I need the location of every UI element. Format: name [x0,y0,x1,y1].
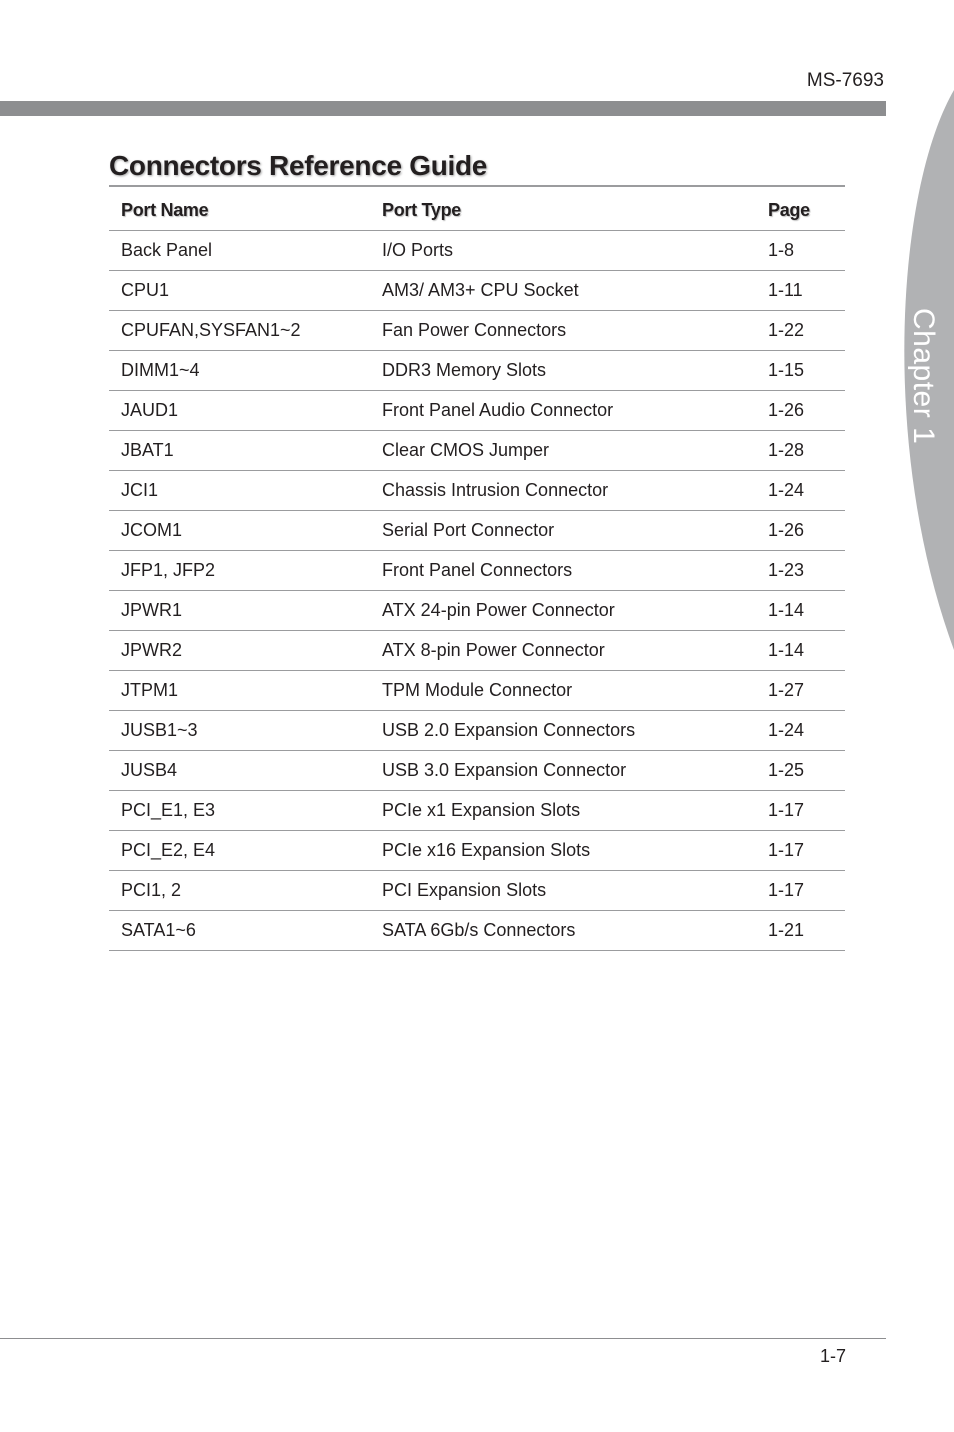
page-cell: 1-26 [756,391,845,431]
port-type-cell: PCIe x16 Expansion Slots [370,831,756,871]
port-type-cell: USB 2.0 Expansion Connectors [370,711,756,751]
port-name-cell: CPUFAN,SYSFAN1~2 [109,311,370,351]
page-cell: 1-21 [756,911,845,951]
page-cell: 1-25 [756,751,845,791]
port-type-cell: Serial Port Connector [370,511,756,551]
port-type-cell: TPM Module Connector [370,671,756,711]
port-type-cell: AM3/ AM3+ CPU Socket [370,271,756,311]
port-name-cell: JBAT1 [109,431,370,471]
port-type-cell: I/O Ports [370,231,756,271]
model-label: MS-7693 [806,70,884,91]
chapter-label: Chapter 1 [907,308,940,445]
page-cell: 1-15 [756,351,845,391]
page-cell: 1-27 [756,671,845,711]
footer-divider [0,1338,886,1339]
port-type-cell: Fan Power Connectors [370,311,756,351]
table-row [109,751,845,791]
port-name-cell: PCI_E2, E4 [109,831,370,871]
column-header-port-type: Port Type [370,190,756,231]
port-type-cell: PCI Expansion Slots [370,871,756,911]
port-type-cell: PCIe x1 Expansion Slots [370,791,756,831]
page-cell: 1-17 [756,831,845,871]
table-row [109,391,845,431]
table-row [109,271,845,311]
port-name-cell: JCI1 [109,471,370,511]
section-title: Connectors Reference Guide [109,150,488,181]
page-cell: 1-26 [756,511,845,551]
port-type-cell: USB 3.0 Expansion Connector [370,751,756,791]
table-header-row [109,190,845,231]
table-row [109,311,845,351]
table-row [109,551,845,591]
port-type-cell: DDR3 Memory Slots [370,351,756,391]
connectors-table [109,190,845,951]
port-name-cell: JPWR1 [109,591,370,631]
table-row [109,351,845,391]
port-name-cell: PCI1, 2 [109,871,370,911]
port-name-cell: JFP1, JFP2 [109,551,370,591]
page-cell: 1-14 [756,591,845,631]
column-header-page: Page [756,190,845,231]
port-name-cell: JTPM1 [109,671,370,711]
port-type-cell: SATA 6Gb/s Connectors [370,911,756,951]
table-row [109,631,845,671]
table-row [109,911,845,951]
port-type-cell: Front Panel Audio Connector [370,391,756,431]
page-cell: 1-14 [756,631,845,671]
table-row [109,871,845,911]
port-type-cell: Clear CMOS Jumper [370,431,756,471]
page-cell: 1-17 [756,871,845,911]
port-name-cell: Back Panel [109,231,370,271]
port-name-cell: JCOM1 [109,511,370,551]
port-name-cell: DIMM1~4 [109,351,370,391]
port-name-cell: JPWR2 [109,631,370,671]
port-type-cell: Chassis Intrusion Connector [370,471,756,511]
port-name-cell: JUSB1~3 [109,711,370,751]
page-cell: 1-11 [756,271,845,311]
page-cell: 1-28 [756,431,845,471]
table-row [109,471,845,511]
table-row [109,711,845,751]
table-row [109,231,845,271]
page-number: 1-7 [819,1346,846,1366]
page-cell: 1-24 [756,711,845,751]
table-row [109,431,845,471]
port-type-cell: ATX 8-pin Power Connector [370,631,756,671]
page-cell: 1-8 [756,231,845,271]
page-cell: 1-22 [756,311,845,351]
port-type-cell: Front Panel Connectors [370,551,756,591]
port-name-cell: PCI_E1, E3 [109,791,370,831]
page-cell: 1-17 [756,791,845,831]
table-row [109,791,845,831]
port-name-cell: JAUD1 [109,391,370,431]
table-row [109,511,845,551]
page-cell: 1-23 [756,551,845,591]
table-row [109,671,845,711]
port-name-cell: SATA1~6 [109,911,370,951]
header-bar [0,101,886,116]
port-name-cell: JUSB4 [109,751,370,791]
port-name-cell: CPU1 [109,271,370,311]
column-header-port-name: Port Name [109,190,370,231]
port-type-cell: ATX 24-pin Power Connector [370,591,756,631]
title-divider [109,185,845,187]
table-row [109,831,845,871]
table-row [109,591,845,631]
page-cell: 1-24 [756,471,845,511]
